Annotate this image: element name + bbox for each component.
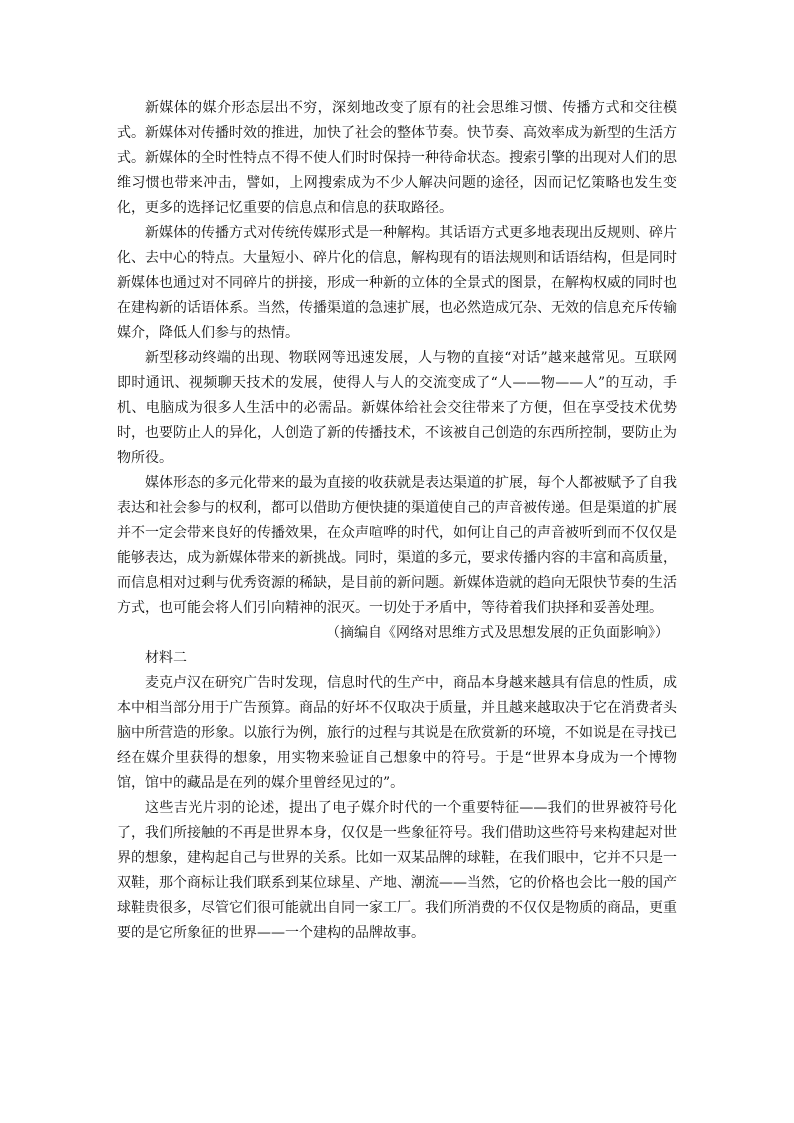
section-heading: 材料二 bbox=[145, 650, 187, 666]
document-page bbox=[117, 96, 677, 946]
body-paragraph: 媒体形态的多元化带来的最为直接的收获就是表达渠道的扩展，每个人都被赋予了自我表达和社会参与的权利，都可以借助方便快捷的渠道使自己的声音被传递。但是渠道的扩展并不一定会带来良好的传播效果，在众声喧哗的时代，如何让自己的声音被听到而不仅仅是能够表达，成为新媒体带来的新挑战。同时，渠道的多元，要求传播内容的丰富和高质量，而信息相对过剩与优秀资源的稀缺，是目前的新问题。新媒体造就的趋向无限快节奏的生活方式，也可能会将人们引向精神的泯灭。一切处于矛盾中，等待着我们抉择和妥善处理。 bbox=[117, 475, 677, 616]
body-paragraph: 新媒体的传播方式对传统传媒形式是一种解构。其话语方式更多地表现出反规则、碎片化、去中心的特点。大量短小、碎片化的信息，解构现有的语法规则和话语结构，但是同时新媒体也通过对不同碎片的拼接，形成一种新的立体的全景式的图景，在解构权威的同时也在建构新的话语体系。当然，传播渠道的急速扩展，也必然造成冗杂、无效的信息充斥传输媒介，降低人们参与的热情。 bbox=[117, 225, 677, 341]
body-paragraph: 这些吉光片羽的论述，提出了电子媒介时代的一个重要特征——我们的世界被符号化了，我们所接触的不再是世界本身，仅仅是一些象征符号。我们借助这些符号来构建起对世界的想象，建构起自己与世界的关系。比如一双某品牌的球鞋，在我们眼中，它并不只是一双鞋，那个商标让我们联系到某位球星、产地、潮流——当然，它的价格也会比一般的国产球鞋贵很多，尽管它们很可能就出自同一家工厂。我们所消费的不仅仅是物质的商品，更重要的是它所象征的世界——一个建构的品牌故事。 bbox=[117, 800, 677, 941]
body-paragraph: 新型移动终端的出现、物联网等迅速发展，人与物的直接“对话”越来越常见。互联网即时通讯、视频聊天技术的发展，使得人与人的交流变成了“人——物——人”的互动，手机、电脑成为很多人生活中的必需品。新媒体给社会交往带来了方便，但在享受技术优势时，也要防止人的异化，人创造了新的传播技术，不该被自己创造的东西所控制，要防止为物所役。 bbox=[117, 350, 677, 466]
body-paragraph: 麦克卢汉在研究广告时发现，信息时代的生产中，商品本身越来越具有信息的性质，成本中相当部分用于广告预算。商品的好坏不仅取决于质量，并且越来越取决于它在消费者头脑中所营造的形象。以旅行为例，旅行的过程与其说是在欣赏新的环境，不如说是在寻找已经在媒介里获得的想象，用实物来验证自己想象中的符号。于是“世界本身成为一个博物馆，馆中的藏品是在列的媒介里曾经见过的”。 bbox=[117, 675, 677, 791]
body-paragraph: 新媒体的媒介形态层出不穷，深刻地改变了原有的社会思维习惯、传播方式和交往模式。新媒体对传播时效的推进，加快了社会的整体节奏。快节奏、高效率成为新型的生活方式。新媒体的全时性特点不得不使人们时时保持一种待命状态。搜索引擎的出现对人们的思维习惯也带来冲击，譬如，上网搜索成为不少人解决问题的途径，因而记忆策略也发生变化，更多的选择记忆重要的信息点和信息的获取路径。 bbox=[117, 100, 677, 216]
source-citation: （摘编自《网络对思维方式及思想发展的正负面影响》） bbox=[326, 625, 669, 641]
